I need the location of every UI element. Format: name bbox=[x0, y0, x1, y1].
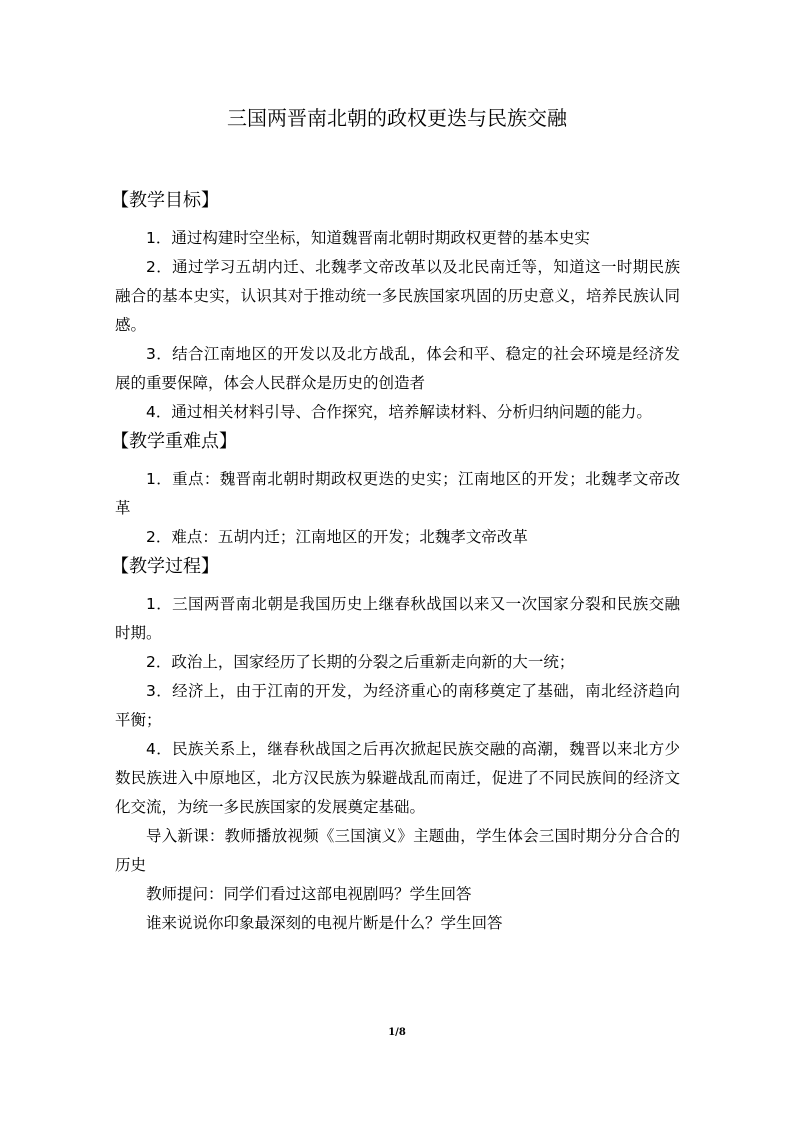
paragraph: 导入新课：教师播放视频《三国演义》主题曲，学生体会三国时期分分合合的历史 bbox=[115, 827, 680, 874]
document-body bbox=[111, 188, 680, 938]
paragraph: 教师提问：同学们看过这部电视剧吗？学生回答 bbox=[146, 885, 472, 903]
section-heading: 【教学重难点】 bbox=[111, 431, 237, 452]
paragraph: 3．经济上，由于江南的开发，为经济重心的南移奠定了基础，南北经济趋向平衡； bbox=[115, 682, 680, 729]
paragraph: 2．通过学习五胡内迁、北魏孝文帝改革以及北民南迁等，知道这一时期民族融合的基本史实，认识其对于推动统一多民族国家巩固的历史意义，培养民族认同感。 bbox=[115, 258, 680, 334]
section-heading: 【教学过程】 bbox=[111, 556, 219, 577]
paragraph: 1．三国两晋南北朝是我国历史上继春秋战国以来又一次国家分裂和民族交融时期。 bbox=[115, 595, 680, 642]
paragraph: 2．政治上，国家经历了长期的分裂之后重新走向新的大一统； bbox=[146, 653, 575, 671]
page-number: 1/8 bbox=[388, 1027, 406, 1038]
section-key-points bbox=[111, 429, 680, 552]
paragraph: 2．难点：五胡内迁；江南地区的开发；北魏孝文帝改革 bbox=[146, 528, 528, 546]
document-title: 三国两晋南北朝的政权更迭与民族交融 bbox=[227, 106, 567, 130]
section-teaching-objectives bbox=[111, 188, 680, 427]
paragraph: 3．结合江南地区的开发以及北方战乱，体会和平、稳定的社会环境是经济发展的重要保障，体会人民群众是历史的创造者 bbox=[115, 345, 680, 392]
paragraph: 谁来说说你印象最深刻的电视片断是什么？学生回答 bbox=[146, 914, 503, 932]
paragraph: 4．通过相关材料引导、合作探究，培养解读材料、分析归纳问题的能力。 bbox=[146, 403, 652, 421]
paragraph: 1．重点：魏晋南北朝时期政权更迭的史实；江南地区的开发；北魏孝文帝改革 bbox=[115, 470, 680, 517]
section-heading: 【教学目标】 bbox=[111, 190, 219, 211]
paragraph: 1．通过构建时空坐标，知道魏晋南北朝时期政权更替的基本史实 bbox=[146, 229, 590, 247]
section-teaching-process bbox=[111, 554, 680, 938]
paragraph: 4．民族关系上，继春秋战国之后再次掀起民族交融的高潮，魏晋以来北方少数民族进入中原地区，北方汉民族为躲避战乱而南迁，促进了不同民族间的经济文化交流，为统一多民族国家的发展奠定基础。 bbox=[115, 740, 680, 816]
